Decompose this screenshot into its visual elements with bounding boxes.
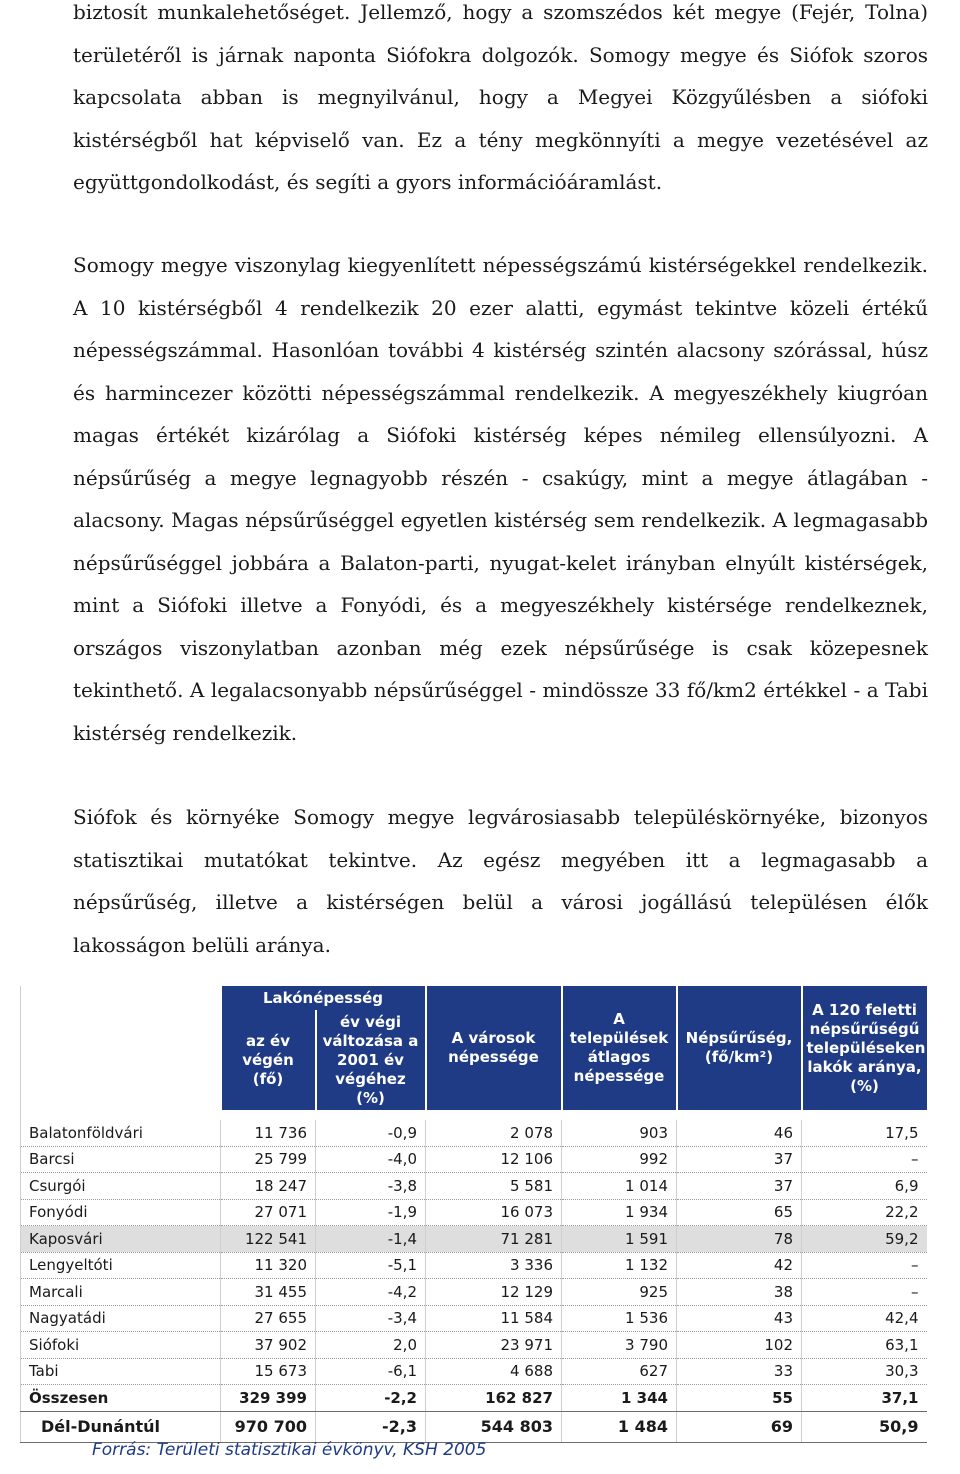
paragraph-1: biztosít munkalehetőséget. Jellemző, hogy a szomszédos két megye (Fejér, Tolna) területéről is járnak naponta Siófokra dolgozók. Somogy megye és Siófok szoros kapcsolata abban is megnyilvánul, hogy a Megyei Közgyűlésben a siófoki kistérségből hat képviselő van. Ez a tény megkönnyíti a megye vezetésével az együttgondolkodást, és segíti a gyors információáramlást. xyxy=(73,0,928,194)
table-cell: 17,5 xyxy=(802,1120,927,1146)
table-cell: 50,9 xyxy=(802,1411,927,1442)
table-cell: 329 399 xyxy=(221,1385,316,1412)
table-cell: 42 xyxy=(677,1252,802,1279)
table-cell: 12 106 xyxy=(426,1146,562,1173)
row-label: Marcali xyxy=(21,1279,221,1306)
table-cell: 59,2 xyxy=(802,1226,927,1253)
table-cell: 27 655 xyxy=(221,1305,316,1332)
table-cell: 1 014 xyxy=(562,1173,677,1200)
table-cell: 1 344 xyxy=(562,1385,677,1412)
table-row xyxy=(21,1146,927,1173)
corner-cell xyxy=(21,986,221,1110)
statistics-table xyxy=(20,986,927,1443)
table-cell: 992 xyxy=(562,1146,677,1173)
header-telepulesek-atlagos-nepessege: A települések átlagos népessége xyxy=(562,986,677,1110)
table-cell: 37 902 xyxy=(221,1332,316,1359)
row-label: Siófoki xyxy=(21,1332,221,1359)
row-label: Balatonföldvári xyxy=(21,1120,221,1146)
table-cell: 102 xyxy=(677,1332,802,1359)
table-row xyxy=(21,1279,927,1306)
table-row xyxy=(21,1120,927,1146)
table-cell: – xyxy=(802,1279,927,1306)
table-row xyxy=(21,1226,927,1253)
row-label: Lengyeltóti xyxy=(21,1252,221,1279)
table-cell: 2,0 xyxy=(316,1332,426,1359)
table-cell: 63,1 xyxy=(802,1332,927,1359)
table-cell: 5 581 xyxy=(426,1173,562,1200)
group-header-lakonepesseg: Lakónépesség xyxy=(221,986,426,1010)
table-cell: -1,4 xyxy=(316,1226,426,1253)
table-cell: 69 xyxy=(677,1411,802,1442)
table-cell: -2,2 xyxy=(316,1385,426,1412)
table-cell: -4,0 xyxy=(316,1146,426,1173)
table-cell: 37 xyxy=(677,1173,802,1200)
table-row xyxy=(21,1199,927,1226)
table-cell: 11 584 xyxy=(426,1305,562,1332)
table-cell: 11 320 xyxy=(221,1252,316,1279)
table-cell: 3 336 xyxy=(426,1252,562,1279)
table-cell: 1 591 xyxy=(562,1226,677,1253)
row-label: Dél-Dunántúl xyxy=(21,1411,221,1442)
table-cell: 27 071 xyxy=(221,1199,316,1226)
table-cell: 4 688 xyxy=(426,1358,562,1385)
table-cell: 12 129 xyxy=(426,1279,562,1306)
table-cell: 6,9 xyxy=(802,1173,927,1200)
table-cell: 38 xyxy=(677,1279,802,1306)
table-row xyxy=(21,1252,927,1279)
table-cell: 55 xyxy=(677,1385,802,1412)
table-cell: 1 934 xyxy=(562,1199,677,1226)
table-cell: 37,1 xyxy=(802,1385,927,1412)
table-cell: -2,3 xyxy=(316,1411,426,1442)
region-row xyxy=(21,1411,927,1442)
header-ev-vegen: az év végén (fő) xyxy=(221,1010,316,1110)
table-cell: -3,4 xyxy=(316,1305,426,1332)
table-cell: 970 700 xyxy=(221,1411,316,1442)
table-cell: 3 790 xyxy=(562,1332,677,1359)
table-cell: -3,8 xyxy=(316,1173,426,1200)
table-row xyxy=(21,1332,927,1359)
table-cell: 22,2 xyxy=(802,1199,927,1226)
header-varosok-nepessege: A városok népessége xyxy=(426,986,562,1110)
table-cell: 2 078 xyxy=(426,1120,562,1146)
table-cell: 25 799 xyxy=(221,1146,316,1173)
table-cell: -0,9 xyxy=(316,1120,426,1146)
table-cell: 903 xyxy=(562,1120,677,1146)
row-label: Összesen xyxy=(21,1385,221,1412)
header-nepsuruseg: Népsűrűség, (fő/km²) xyxy=(677,986,802,1110)
table-cell: 43 xyxy=(677,1305,802,1332)
row-label: Nagyatádi xyxy=(21,1305,221,1332)
paragraph-3: Siófok és környéke Somogy megye legvárosiasabb településkörnyéke, bizonyos statisztikai mutatókat tekintve. Az egész megyében itt a legmagasabb a népsűrűség, illetve a kistérségen belül a városi jogállású településen élők lakosságon belüli aránya. xyxy=(73,805,928,957)
table-cell: -6,1 xyxy=(316,1358,426,1385)
table-cell: 16 073 xyxy=(426,1199,562,1226)
row-label: Csurgói xyxy=(21,1173,221,1200)
header-valtozas: év végi változása a 2001 év végéhez (%) xyxy=(316,1010,426,1110)
paragraph-2: Somogy megye viszonylag kiegyenlített népességszámú kistérségekkel rendelkezik. A 10 kistérségből 4 rendelkezik 20 ezer alatti, egymást tekintve közeli értékű népességszámmal. Hasonlóan további 4 kistérség szintén alacsony szórással, húsz és harmincezer közötti népességszámmal rendelkezik. A megyeszékhely kiugróan magas értékét kizárólag a Siófoki kistérség képes némileg ellensúlyozni. A népsűrűség a megye legnagyobb részén - csakúgy, mint a megye átlagában - alacsony. Magas népsűrűséggel egyetlen kistérség sem rendelkezik. A legmagasabb népsűrűséggel jobbára a Balaton-parti, nyugat-kelet irányban elnyúlt kistérségek, mint a Siófoki illetve a Fonyódi, és a megyeszékhely kistérsége rendelkeznek, országos viszonylatban azonban még ezek népsűrűsége is csak közepesnek tekinthető. A legalacsonyabb népsűrűséggel - mindössze 33 fő/km2 értékkel - a Tabi kistérség rendelkezik. xyxy=(73,253,928,745)
table-cell: -1,9 xyxy=(316,1199,426,1226)
table-cell: 15 673 xyxy=(221,1358,316,1385)
table-cell: 1 484 xyxy=(562,1411,677,1442)
table-cell: – xyxy=(802,1146,927,1173)
row-label: Kaposvári xyxy=(21,1226,221,1253)
table-cell: – xyxy=(802,1252,927,1279)
table-cell: 544 803 xyxy=(426,1411,562,1442)
table-cell: 122 541 xyxy=(221,1226,316,1253)
total-row xyxy=(21,1385,927,1412)
table-cell: 30,3 xyxy=(802,1358,927,1385)
table-cell: -4,2 xyxy=(316,1279,426,1306)
table-cell: 71 281 xyxy=(426,1226,562,1253)
table-cell: 65 xyxy=(677,1199,802,1226)
row-label: Barcsi xyxy=(21,1146,221,1173)
table-row xyxy=(21,1305,927,1332)
table-cell: 31 455 xyxy=(221,1279,316,1306)
table-cell: 162 827 xyxy=(426,1385,562,1412)
table-row xyxy=(21,1173,927,1200)
table-cell: 11 736 xyxy=(221,1120,316,1146)
table-cell: -5,1 xyxy=(316,1252,426,1279)
header-120-feletti-arany: A 120 feletti népsűrűségű településeken lakók aránya, (%) xyxy=(802,986,927,1110)
row-label: Fonyódi xyxy=(21,1199,221,1226)
table-cell: 78 xyxy=(677,1226,802,1253)
table-cell: 42,4 xyxy=(802,1305,927,1332)
table-cell: 33 xyxy=(677,1358,802,1385)
table-cell: 627 xyxy=(562,1358,677,1385)
table-cell: 1 536 xyxy=(562,1305,677,1332)
row-label: Tabi xyxy=(21,1358,221,1385)
source-note: Forrás: Területi statisztikai évkönyv, KSH 2005 xyxy=(92,1440,487,1460)
table-cell: 37 xyxy=(677,1146,802,1173)
table-cell: 46 xyxy=(677,1120,802,1146)
table-cell: 18 247 xyxy=(221,1173,316,1200)
table-cell: 1 132 xyxy=(562,1252,677,1279)
table-cell: 925 xyxy=(562,1279,677,1306)
table-row xyxy=(21,1358,927,1385)
table-cell: 23 971 xyxy=(426,1332,562,1359)
